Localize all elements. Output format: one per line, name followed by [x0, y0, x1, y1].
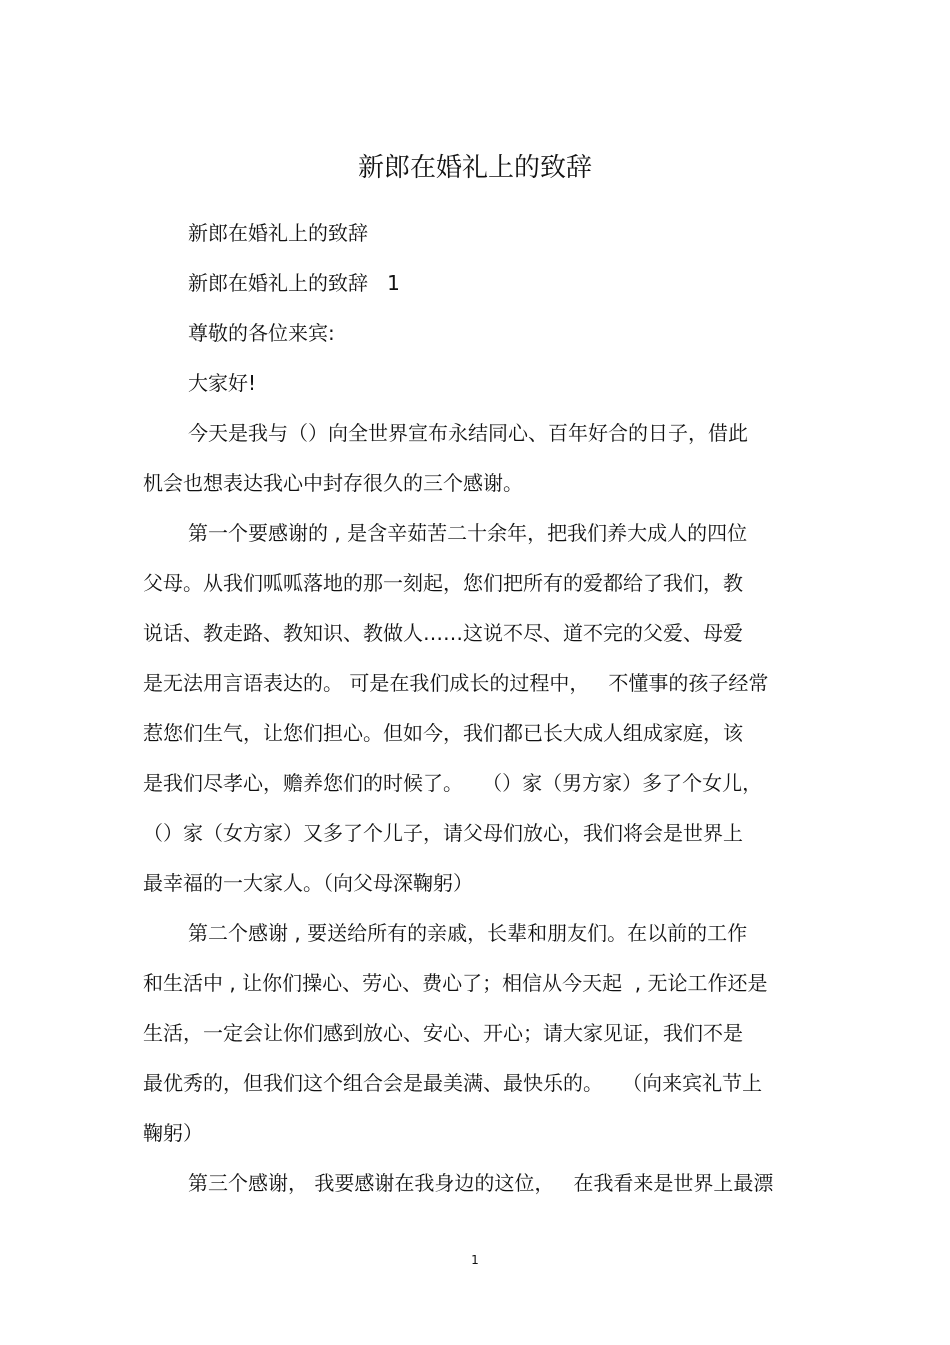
body-line: 第三个感谢， 我要感谢在我身边的这位， 在我看来是世界上最漂 — [188, 1171, 774, 1195]
body-line: 第二个感谢 , 要送给所有的亲戚，长辈和朋友们。在以前的工作 — [188, 921, 748, 945]
body-line: 大家好! — [188, 371, 257, 395]
body-line: （）家（女方家）又多了个儿子，请父母们放心，我们将会是世界上 — [143, 821, 743, 845]
body-line: 新郎在婚礼上的致辞 1 — [188, 271, 400, 295]
body-line: 是无法用言语表达的。 可是在我们成长的过程中， 不懂事的孩子经常 — [143, 671, 769, 695]
body-line: 今天是我与（）向全世界宣布永结同心、百年好合的日子，借此 — [188, 421, 748, 445]
body-line: 最幸福的一大家人。（向父母深鞠躬） — [143, 871, 473, 895]
document-title: 新郎在婚礼上的致辞 — [357, 153, 592, 183]
body-line: 惹您们生气，让您们担心。但如今，我们都已长大成人组成家庭，该 — [143, 721, 743, 745]
body-line: 和生活中 , 让你们操心、劳心、费心了；相信从今天起 , 无论工作还是 — [143, 971, 768, 995]
body-line: 尊敬的各位来宾: — [188, 321, 335, 345]
body-line: 说话、教走路、教知识、教做人……这说不尽、道不完的父爱、母爱 — [143, 621, 743, 645]
body-line: 父母。从我们呱呱落地的那一刻起，您们把所有的爱都给了我们，教 — [143, 571, 743, 595]
page-number: 1 — [471, 1253, 479, 1267]
body-line: 鞠躬） — [143, 1121, 203, 1145]
body-line: 生活，一定会让你们感到放心、安心、开心；请大家见证，我们不是 — [143, 1021, 743, 1045]
body-line: 最优秀的，但我们这个组合会是最美满、最快乐的。 （向来宾礼节上 — [143, 1071, 763, 1095]
body-line: 第一个要感谢的 , 是含辛茹苦二十余年，把我们养大成人的四位 — [188, 521, 748, 545]
body-line: 新郎在婚礼上的致辞 — [188, 221, 368, 245]
body-line: 是我们尽孝心，赡养您们的时候了。 （）家（男方家）多了个女儿， — [143, 771, 763, 795]
body-line: 机会也想表达我心中封存很久的三个感谢。 — [143, 471, 523, 495]
